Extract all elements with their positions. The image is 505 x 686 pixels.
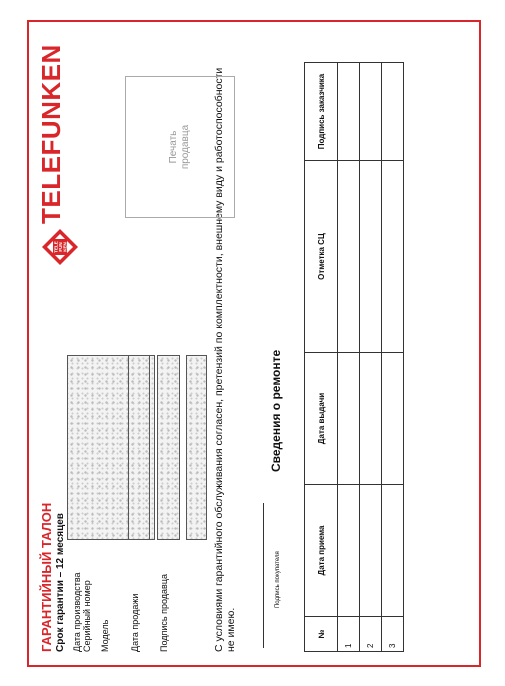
production-date-label: Дата производства: [72, 572, 82, 652]
table-cell[interactable]: [382, 485, 404, 617]
table-cell[interactable]: [360, 353, 382, 485]
table-cell[interactable]: [338, 63, 360, 161]
warranty-period: Срок гарантии – 12 месяцев: [55, 513, 66, 652]
row-number: 3: [382, 617, 404, 652]
page-title: ГАРАНТИЙНЫЙ ТАЛОН: [39, 502, 54, 652]
table-cell[interactable]: [360, 161, 382, 353]
col-service-mark: Отметка СЦ: [305, 161, 338, 353]
stamp-label-line1: Печать: [168, 130, 179, 164]
col-received: Дата приема: [305, 485, 338, 617]
table-cell[interactable]: [338, 161, 360, 353]
serial-number-label: Серийный номер: [82, 580, 92, 652]
table-cell[interactable]: [360, 63, 382, 161]
telefunken-logo-icon: [41, 228, 79, 266]
repair-table: [304, 62, 404, 652]
logo-line-3: KEN: [62, 242, 68, 252]
logo-line-1: TELE: [53, 241, 59, 253]
buyer-signature-label: Подпись покупателя: [275, 551, 281, 608]
seller-stamp-box: [125, 76, 235, 218]
warranty-card: [37, 30, 471, 656]
table-row: [338, 63, 360, 652]
seller-signature-field[interactable]: [186, 355, 207, 540]
col-number: №: [305, 617, 338, 652]
table-cell[interactable]: [382, 161, 404, 353]
col-customer-signature: Подпись заказчика: [305, 63, 338, 161]
repair-title: Сведения о ремонте: [269, 349, 283, 472]
table-cell[interactable]: [382, 63, 404, 161]
row-number: 1: [338, 617, 360, 652]
table-cell[interactable]: [338, 485, 360, 617]
buyer-signature-line: [263, 503, 264, 648]
brand-name: TELEFUNKEN: [36, 44, 66, 224]
model-label: Модель: [100, 619, 110, 652]
stamp-label-line2: продавца: [180, 124, 191, 170]
row-number: 2: [360, 617, 382, 652]
sale-date-field[interactable]: [157, 355, 180, 540]
repair-table-header: [305, 63, 338, 652]
table-cell[interactable]: [360, 485, 382, 617]
table-cell[interactable]: [382, 353, 404, 485]
col-issued: Дата выдачи: [305, 353, 338, 485]
table-row: [382, 63, 404, 652]
consent-text: С условиями гарантийного обслуживания согласен, претензий по комплектности, внешнему виду и работоспособности не имею.: [213, 67, 237, 652]
logo-line-2: FUN: [58, 242, 63, 252]
table-row: [360, 63, 382, 652]
table-cell[interactable]: [338, 353, 360, 485]
sale-date-label: Дата продажи: [130, 593, 140, 652]
model-field[interactable]: [128, 355, 150, 540]
seller-signature-label: Подпись продавца: [159, 573, 169, 652]
